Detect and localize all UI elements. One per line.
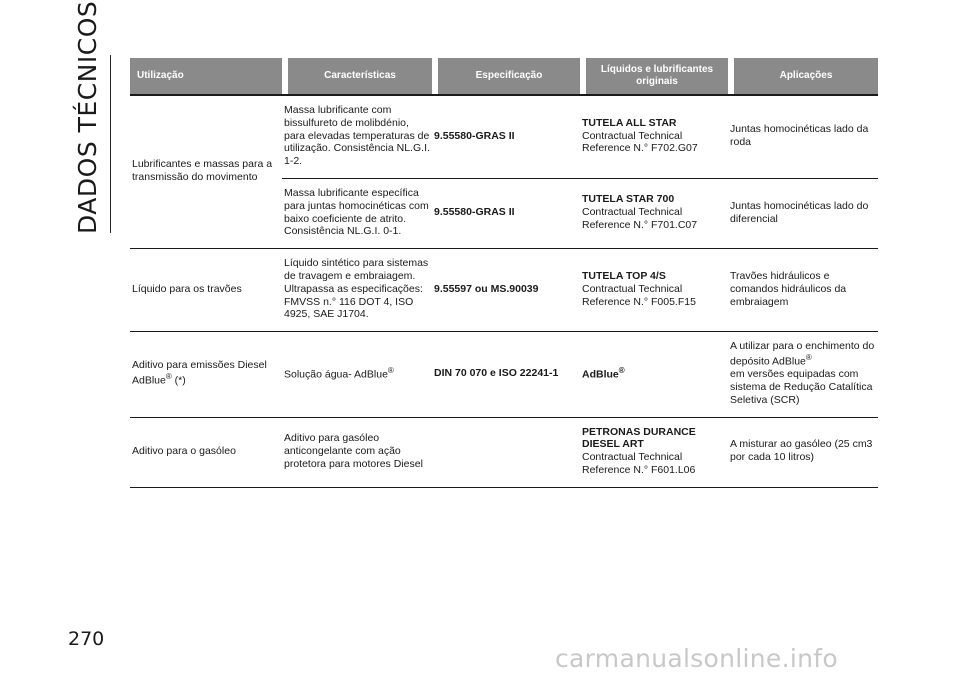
row-use: Lubrificantes e massas para a transmissão do movimento [130, 94, 282, 249]
row-product [580, 249, 728, 332]
characteristics-text: Solução água- AdBlue [284, 368, 388, 381]
row-application: Travões hidráulicos e comandos hidráulicos da embraiagem [728, 249, 878, 332]
product-name: AdBlue [582, 368, 619, 381]
lubricants-table [130, 58, 878, 488]
row-product [580, 94, 728, 179]
table-row [130, 418, 878, 488]
header-use: Utilização [130, 58, 282, 94]
registered-mark: ® [805, 352, 812, 362]
section-title-rule [110, 55, 111, 233]
row-application: Juntas homocinéticas lado da roda [728, 94, 878, 179]
row-product [580, 418, 728, 488]
use-note: (*) [171, 374, 186, 387]
row-characteristics: Aditivo para gasóleo anticongelante com ação protetora para motores Diesel [282, 418, 432, 488]
watermark: carmanualsonline.info [555, 644, 838, 673]
row-use: Aditivo para o gasóleo [130, 418, 282, 488]
registered-mark: ® [618, 365, 625, 375]
row-specification: DIN 70 070 e ISO 22241-1 [432, 332, 580, 417]
header-characteristics: Características [282, 58, 432, 94]
product-name: TUTELA TOP 4/S [582, 269, 666, 282]
row-use: Líquido para os travões [130, 249, 282, 332]
table-row [130, 94, 878, 179]
table-header-row [130, 58, 878, 94]
header-original-fluids: Líquidos e lubrificantes originais [580, 58, 728, 94]
section-title: DADOS TÉCNICOS [73, 0, 102, 234]
row-characteristics: Líquido sintético para sistemas de travagem e embraiagem. Ultrapassa as especificações: FMVSS n.° 116 DOT 4, ISO 4925, SAE J1704. [282, 249, 432, 332]
application-text-cont: em versões equipadas com sistema de Redução Catalítica Seletiva (SCR) [730, 368, 873, 406]
row-specification: 9.55580-GRAS II [432, 179, 580, 249]
application-text: A utilizar para o enchimento do depósito AdBlue [730, 340, 875, 368]
product-reference: Contractual Technical Reference N.° F601.L06 [582, 451, 696, 477]
row-product [580, 179, 728, 249]
page-number: 270 [68, 628, 105, 650]
row-specification: 9.55580-GRAS II [432, 94, 580, 179]
header-applications: Aplicações [728, 58, 878, 94]
use-text: Aditivo para emissões Diesel AdBlue [132, 359, 267, 387]
row-use [130, 332, 282, 417]
product-name: TUTELA ALL STAR [582, 116, 677, 129]
row-characteristics: Massa lubrificante específica para juntas homocinéticas com baixo coeficiente de atrito. Consistência NL.G.I. 0-1. [282, 179, 432, 249]
product-reference: Contractual Technical Reference N.° F005.F15 [582, 282, 696, 308]
row-application [728, 332, 878, 417]
product-name: PETRONAS DURANCE DIESEL ART [582, 425, 696, 451]
row-specification: 9.55597 ou MS.90039 [432, 249, 580, 332]
registered-mark: ® [387, 365, 394, 375]
product-reference: Contractual Technical Reference N.° F702.G07 [582, 129, 698, 155]
row-characteristics: Massa lubrificante com bissulfureto de molibdénio, para elevadas temperaturas de utilização. Consistência NL.G.I. 1-2. [282, 94, 432, 179]
row-product [580, 332, 728, 417]
row-application: Juntas homocinéticas lado do diferencial [728, 179, 878, 249]
row-application: A misturar ao gasóleo (25 cm3 por cada 10 litros) [728, 418, 878, 488]
table-row [130, 332, 878, 417]
row-characteristics [282, 332, 432, 417]
product-name: TUTELA STAR 700 [582, 193, 675, 206]
product-reference: Contractual Technical Reference N.° F701.C07 [582, 206, 698, 231]
table-row [130, 249, 878, 332]
registered-mark: ® [165, 372, 172, 382]
header-specification: Especificação [432, 58, 580, 94]
row-specification [432, 418, 580, 488]
